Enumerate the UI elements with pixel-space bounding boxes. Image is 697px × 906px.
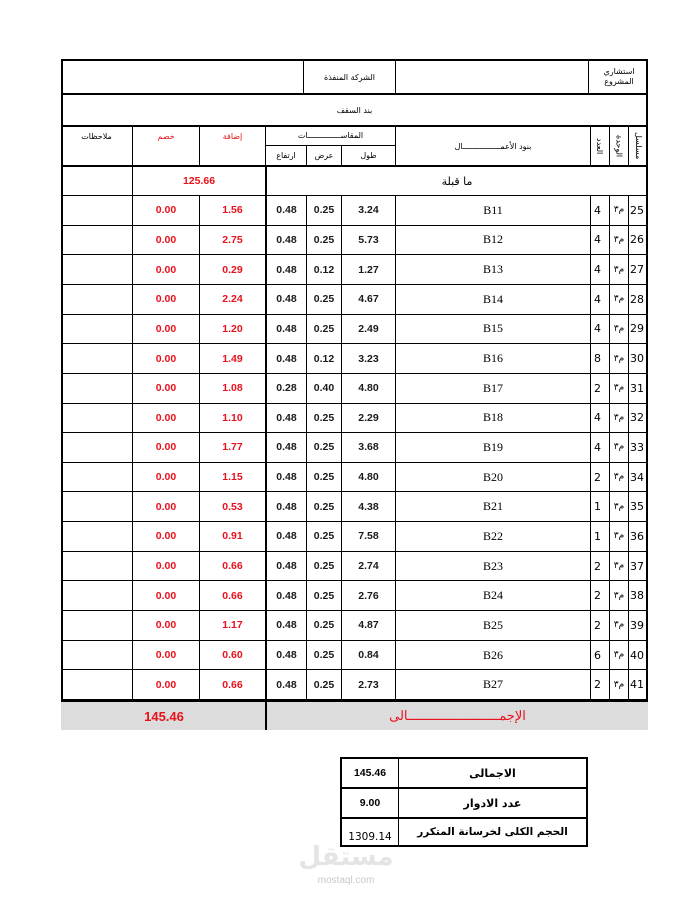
unit-cell: م٣ [613, 323, 625, 334]
notes-cell [61, 404, 132, 433]
work-item-cell: B11 [483, 202, 503, 217]
height-cell: 0.48 [276, 589, 297, 602]
work-item-cell: B12 [482, 232, 503, 247]
notes-cell [61, 196, 132, 225]
count-cell: 8 [594, 352, 601, 366]
height-cell: 0.48 [276, 500, 297, 513]
width-cell: 0.25 [313, 293, 335, 306]
addition-header: إضافة [222, 131, 243, 141]
unit-cell: م٣ [613, 294, 625, 305]
height-header: ارتفاع [276, 151, 296, 160]
unit-cell: م٣ [613, 442, 625, 453]
deduction-cell: 0.00 [155, 263, 177, 276]
table-row [61, 404, 648, 434]
work-item-cell: B26 [482, 647, 503, 662]
height-cell: 0.48 [276, 471, 297, 484]
height-cell: 0.48 [276, 678, 297, 691]
work-item-cell: B22 [482, 528, 503, 543]
unit-cell: م٣ [613, 501, 625, 512]
height-cell: 0.48 [276, 411, 297, 424]
notes-cell [61, 255, 132, 284]
unit-cell: م٣ [613, 383, 625, 394]
length-cell: 1.27 [358, 263, 379, 276]
serial-cell: 35 [630, 500, 644, 514]
quantity-sheet [61, 59, 648, 730]
total-volume-label: الحجم الكلى لخرسانة المتكرر [417, 826, 568, 838]
deduction-cell: 0.00 [155, 204, 177, 217]
length-cell: 4.87 [358, 619, 379, 632]
addition-cell: 1.56 [222, 204, 243, 217]
deduction-cell: 0.00 [155, 352, 177, 365]
addition-cell: 0.91 [222, 530, 243, 543]
table-row [61, 552, 648, 582]
deduction-cell: 0.00 [155, 411, 177, 424]
addition-cell: 1.10 [222, 411, 243, 424]
work-item-cell: B23 [482, 558, 503, 573]
work-item-cell: B13 [482, 262, 503, 277]
width-cell: 0.25 [313, 233, 335, 246]
table-row [61, 374, 648, 404]
deduction-header: خصم [157, 131, 175, 141]
unit-cell: م٣ [613, 590, 625, 601]
table-row [61, 433, 648, 463]
work-item-cell: B20 [482, 469, 503, 484]
serial-cell: 40 [630, 648, 644, 662]
table-row [61, 641, 648, 671]
length-cell: 4.80 [358, 471, 379, 484]
summary-table [340, 757, 588, 847]
count-cell: 2 [594, 470, 601, 484]
height-cell: 0.48 [276, 322, 297, 335]
unit-cell: م٣ [613, 264, 625, 275]
floors-count-label: عدد الادوار [463, 796, 522, 810]
width-cell: 0.25 [313, 530, 335, 543]
width-cell: 0.25 [313, 649, 335, 662]
height-cell: 0.48 [276, 530, 297, 543]
addition-cell: 0.29 [222, 263, 243, 276]
serial-cell: 32 [630, 411, 644, 425]
serial-cell: 29 [630, 322, 644, 336]
height-cell: 0.48 [276, 441, 297, 454]
work-item-cell: B24 [482, 588, 503, 603]
addition-cell: 0.66 [222, 678, 243, 691]
table-row [61, 344, 648, 374]
summary-total-value: 145.46 [353, 767, 387, 779]
count-cell: 2 [594, 678, 601, 692]
serial-cell: 34 [630, 470, 644, 484]
count-cell: 2 [594, 618, 601, 632]
total-volume-value: 1309.14 [348, 831, 392, 843]
addition-cell: 1.15 [222, 471, 243, 484]
count-cell: 2 [594, 589, 601, 603]
length-cell: 2.49 [358, 322, 379, 335]
unit-cell: م٣ [613, 561, 625, 572]
notes-cell [61, 344, 132, 373]
width-cell: 0.25 [313, 441, 335, 454]
count-cell: 4 [594, 440, 601, 454]
deduction-cell: 0.00 [155, 530, 177, 543]
total-value: 145.46 [144, 708, 184, 724]
work-items-header: بنود الأعمــــــــــــــــال [454, 141, 532, 151]
height-cell: 0.48 [276, 293, 297, 306]
notes-cell [61, 522, 132, 551]
length-cell: 4.38 [358, 500, 379, 513]
deduction-cell: 0.00 [155, 382, 177, 395]
table-row [61, 463, 648, 493]
width-cell: 0.12 [313, 263, 335, 276]
serial-header: مسلسل [634, 132, 643, 160]
width-cell: 0.25 [313, 619, 335, 632]
length-cell: 3.68 [358, 441, 379, 454]
width-cell: 0.25 [313, 471, 335, 484]
work-item-cell: B25 [482, 617, 503, 632]
serial-cell: 33 [630, 440, 644, 454]
notes-cell [61, 285, 132, 314]
notes-cell [61, 611, 132, 640]
count-cell: 2 [594, 559, 601, 573]
deduction-cell: 0.00 [155, 649, 177, 662]
height-cell: 0.48 [276, 233, 297, 246]
height-cell: 0.48 [276, 204, 297, 217]
rows-area [61, 196, 648, 700]
width-cell: 0.12 [313, 352, 335, 365]
deduction-cell: 0.00 [155, 619, 177, 632]
count-header: العدد [595, 137, 604, 155]
addition-cell: 0.66 [222, 589, 243, 602]
addition-cell: 1.17 [222, 619, 243, 632]
work-item-cell: B15 [482, 321, 503, 336]
serial-cell: 36 [630, 529, 644, 543]
serial-cell: 41 [630, 678, 644, 692]
unit-cell: م٣ [613, 205, 625, 216]
table-row [61, 522, 648, 552]
length-cell: 5.73 [358, 233, 379, 246]
total-label: الإجمــــــــــــــــــــــــالى [389, 708, 526, 724]
unit-cell: م٣ [613, 650, 625, 661]
deduction-cell: 0.00 [155, 441, 177, 454]
length-cell: 7.58 [358, 530, 379, 543]
table-row [61, 581, 648, 611]
table-row [61, 226, 648, 256]
work-item-cell: B19 [482, 439, 503, 454]
notes-cell [61, 641, 132, 670]
work-item-cell: B16 [482, 351, 503, 366]
table-row [61, 315, 648, 345]
floors-count-value: 9.00 [359, 797, 381, 809]
section-title: بند السقف [336, 105, 373, 115]
work-item-cell: B27 [482, 677, 503, 692]
unit-header: الوحدة [614, 134, 624, 158]
deduction-cell: 0.00 [155, 322, 177, 335]
addition-cell: 1.20 [222, 322, 243, 335]
height-cell: 0.28 [276, 382, 297, 395]
width-cell: 0.40 [313, 382, 335, 395]
width-header: عرض [314, 151, 334, 160]
deduction-cell: 0.00 [155, 471, 177, 484]
addition-cell: 1.77 [222, 441, 243, 454]
height-cell: 0.48 [276, 352, 297, 365]
length-header: طول [360, 151, 377, 160]
width-cell: 0.25 [313, 411, 335, 424]
notes-cell [61, 552, 132, 581]
watermark-site: mostaql.com [317, 874, 375, 886]
consultant-label: استشاري المشروع [603, 67, 635, 86]
deduction-cell: 0.00 [155, 589, 177, 602]
serial-cell: 26 [630, 233, 644, 247]
notes-cell [61, 463, 132, 492]
count-cell: 4 [594, 203, 601, 217]
addition-cell: 0.53 [222, 500, 243, 513]
serial-cell: 37 [630, 559, 644, 573]
unit-cell: م٣ [613, 531, 625, 542]
height-cell: 0.48 [276, 560, 297, 573]
watermark [296, 840, 396, 892]
table-row [61, 670, 648, 700]
deduction-cell: 0.00 [155, 678, 177, 691]
unit-cell: م٣ [613, 620, 625, 631]
unit-cell: م٣ [613, 679, 625, 690]
count-cell: 4 [594, 322, 601, 336]
notes-cell [61, 433, 132, 462]
notes-cell [61, 581, 132, 610]
count-cell: 6 [594, 648, 601, 662]
notes-cell [61, 226, 132, 255]
width-cell: 0.25 [313, 204, 335, 217]
notes-cell [61, 670, 132, 699]
work-item-cell: B18 [482, 410, 503, 425]
count-cell: 4 [594, 263, 601, 277]
watermark-brand: مستقل [298, 842, 394, 872]
addition-cell: 1.49 [222, 352, 243, 365]
carry-forward-value: 125.66 [182, 175, 216, 187]
table-row [61, 285, 648, 315]
length-cell: 3.23 [358, 352, 379, 365]
serial-cell: 39 [630, 618, 644, 632]
count-cell: 2 [594, 381, 601, 395]
width-cell: 0.25 [313, 678, 335, 691]
length-cell: 4.67 [358, 293, 379, 306]
serial-cell: 27 [630, 263, 644, 277]
length-cell: 2.73 [358, 678, 379, 691]
length-cell: 2.76 [358, 589, 379, 602]
deduction-cell: 0.00 [155, 233, 177, 246]
work-item-cell: B17 [482, 380, 503, 395]
unit-cell: م٣ [613, 472, 625, 483]
length-cell: 2.29 [358, 411, 379, 424]
serial-cell: 30 [630, 352, 644, 366]
work-item-cell: B21 [482, 499, 503, 514]
notes-cell [61, 492, 132, 521]
deduction-cell: 0.00 [155, 500, 177, 513]
addition-cell: 0.60 [222, 649, 243, 662]
contractor-label: الشركة المنفذة [324, 72, 375, 82]
height-cell: 0.48 [276, 649, 297, 662]
work-item-cell: B14 [482, 291, 503, 306]
carry-forward-label: ما قبلة [441, 174, 473, 188]
addition-cell: 2.24 [222, 293, 243, 306]
deduction-cell: 0.00 [155, 560, 177, 573]
deduction-cell: 0.00 [155, 293, 177, 306]
addition-cell: 2.75 [222, 233, 243, 246]
count-cell: 1 [594, 500, 601, 514]
unit-cell: م٣ [613, 412, 625, 423]
dimensions-header: المقاســــــــــــــات [297, 130, 364, 140]
table-row [61, 611, 648, 641]
height-cell: 0.48 [276, 263, 297, 276]
unit-cell: م٣ [613, 353, 625, 364]
table-row [61, 492, 648, 522]
count-cell: 4 [594, 411, 601, 425]
length-cell: 2.74 [358, 560, 379, 573]
count-cell: 4 [594, 233, 601, 247]
width-cell: 0.25 [313, 500, 335, 513]
serial-cell: 31 [630, 381, 644, 395]
count-cell: 1 [594, 529, 601, 543]
length-cell: 4.80 [358, 382, 379, 395]
addition-cell: 0.66 [222, 560, 243, 573]
table-row [61, 196, 648, 226]
addition-cell: 1.08 [222, 382, 243, 395]
notes-cell [61, 315, 132, 344]
length-cell: 3.24 [358, 204, 379, 217]
count-cell: 4 [594, 292, 601, 306]
width-cell: 0.25 [313, 322, 335, 335]
serial-cell: 25 [630, 203, 644, 217]
width-cell: 0.25 [313, 560, 335, 573]
width-cell: 0.25 [313, 589, 335, 602]
table-row [61, 255, 648, 285]
notes-cell [61, 374, 132, 403]
unit-cell: م٣ [613, 234, 625, 245]
summary-total-label: الاجمالى [469, 766, 516, 780]
length-cell: 0.84 [358, 649, 379, 662]
serial-cell: 38 [630, 589, 644, 603]
height-cell: 0.48 [276, 619, 297, 632]
notes-header: ملاحظات [81, 131, 112, 141]
serial-cell: 28 [630, 292, 644, 306]
